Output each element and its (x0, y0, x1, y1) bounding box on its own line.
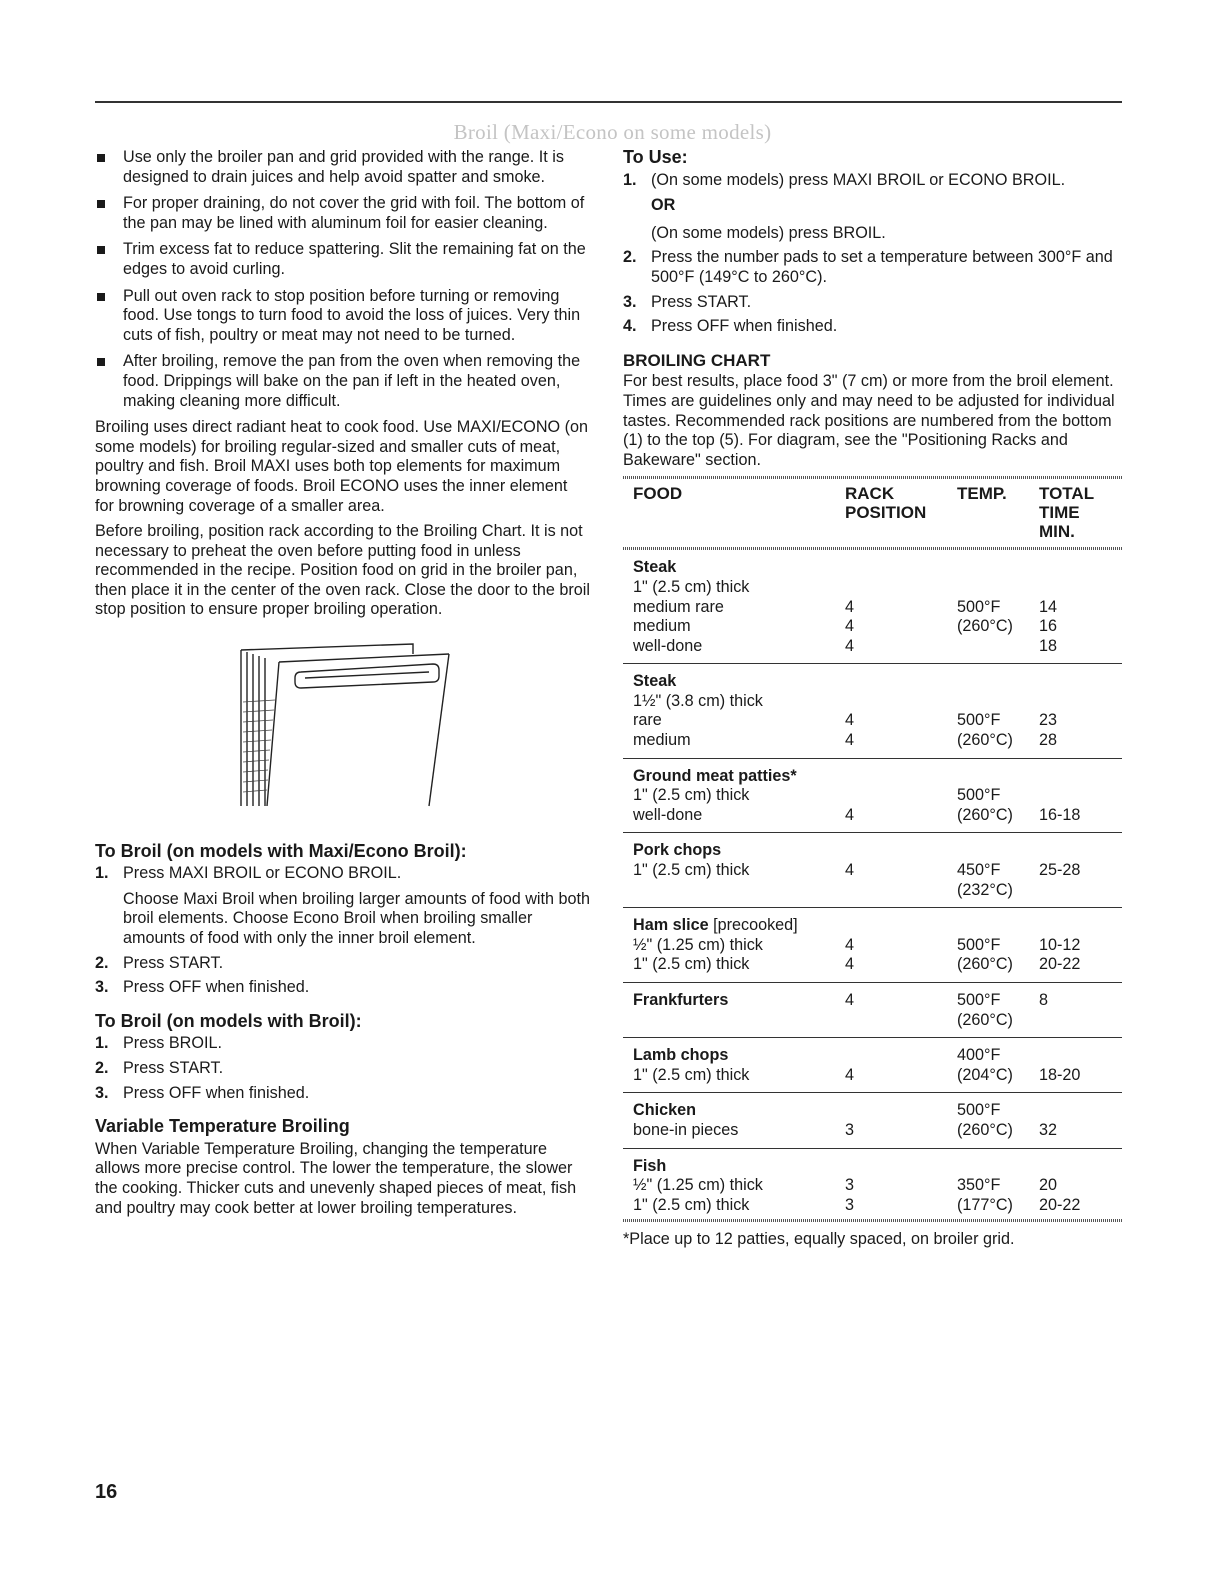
time-cell (1039, 692, 1114, 712)
food-group (623, 550, 1122, 664)
food-row (623, 991, 1122, 1011)
step-number: 2. (95, 1059, 109, 1077)
food-group (623, 664, 1122, 758)
food-cell: medium (633, 617, 691, 636)
temp-cell (957, 578, 1039, 598)
time-cell: 32 (1039, 1120, 1058, 1139)
rack-cell: 4 (845, 991, 855, 1009)
temp-cell: 500°F (957, 991, 1001, 1009)
food-group-name: Chicken (633, 1101, 696, 1120)
tip-item: Trim excess fat to reduce spattering. Slit the remaining fat on the edges to avoid curling. (95, 240, 590, 279)
left-column (95, 148, 590, 1224)
step-number: 1. (95, 1034, 109, 1053)
food-group (623, 1038, 1122, 1093)
rack-cell: 4 (845, 1065, 855, 1084)
time-cell: 10-12 (1039, 935, 1081, 954)
time-cell (1039, 881, 1114, 901)
step-item (95, 954, 590, 974)
broiling-chart-intro: For best results, place food 3" (7 cm) or more from the broil element. Times are guidelines only and may need to be adjusted for individual tastes. Recommended rack positions are numbered from the bottom (1) to the top (5). For diagram, see the "Positioning Racks and Bakeware" section. (623, 372, 1115, 469)
food-cell: well-done (633, 805, 703, 824)
food-cell: 1" (2.5 cm) thick (633, 577, 750, 596)
tip-item: For proper draining, do not cover the grid with foil. The bottom of the pan may be lined with aluminum foil for easier cleaning. (95, 194, 590, 233)
food-row (623, 955, 1122, 975)
food-group-name: Pork chops (633, 841, 722, 860)
time-cell: 16 (1039, 617, 1058, 636)
step-item (95, 1084, 590, 1104)
chart-footnote: *Place up to 12 patties, equally spaced, on broiler grid. (623, 1230, 1015, 1249)
food-cell: rare (633, 711, 662, 730)
temp-cell: 500°F (957, 597, 1001, 616)
food-row (623, 637, 1122, 657)
top-rule (95, 101, 1122, 103)
food-group (623, 833, 1122, 908)
rack-cell: 4 (845, 617, 855, 636)
food-group-name: Frankfurters (633, 991, 729, 1009)
rack-cell: 4 (845, 935, 855, 954)
step-number: 1. (623, 170, 637, 189)
rack-cell: 4 (845, 805, 855, 824)
food-cell: 1" (2.5 cm) thick (633, 786, 750, 805)
food-cell: medium (633, 731, 691, 750)
step-item (95, 1034, 590, 1054)
right-column (623, 148, 1122, 1250)
temp-cell: 400°F (957, 1046, 1001, 1065)
intro-paragraph: Before broiling, position rack according to the Broiling Chart. It is not necessary to preheat the oven before putting food in unless recommended in the recipe. Position food on grid in the broiler pan, then place it in the center of the oven rack. Close the door to the broil stop position to ensure proper broiling operation. (95, 522, 590, 619)
step-item (623, 317, 1122, 337)
food-row (623, 1121, 1122, 1141)
tip-item: Use only the broiler pan and grid provided with the range. It is designed to drain juices and help avoid spatter and smoke. (95, 148, 590, 187)
time-cell: 25-28 (1039, 861, 1081, 880)
maxi-econo-steps (95, 864, 590, 998)
broiling-chart-title: BROILING CHART (623, 350, 771, 370)
temp-cell: 450°F (957, 861, 1001, 880)
time-cell (1039, 1011, 1114, 1031)
tip-item: After broiling, remove the pan from the oven when removing the food. Drippings will bake on the pan if left in the heated oven, making cleaning more difficult. (95, 352, 590, 411)
temp-cell: (232°C) (957, 880, 1013, 899)
step-number: 1. (95, 864, 109, 883)
time-cell: 23 (1039, 711, 1058, 730)
food-row (623, 1066, 1122, 1086)
temp-cell: 500°F (957, 935, 1001, 954)
food-row (623, 1046, 1122, 1066)
temp-cell: (260°C) (957, 805, 1013, 824)
step-text: Press OFF when finished. (123, 1083, 310, 1102)
rack-cell (845, 1101, 957, 1121)
step-note: Choose Maxi Broil when broiling larger amounts of food with both broil elements. Choose Econo Broil when broiling smaller amounts of food with only the inner broil element. (123, 889, 590, 948)
temp-cell: 500°F (957, 711, 1001, 730)
step-number: 2. (623, 248, 637, 267)
broil-only-heading: To Broil (on models with Broil): (95, 1010, 362, 1031)
temp-cell: (204°C) (957, 1065, 1013, 1084)
rack-cell: 3 (845, 1195, 855, 1214)
time-cell (1039, 578, 1114, 598)
temp-cell: (260°C) (957, 617, 1013, 636)
intro-paragraph: Broiling uses direct radiant heat to cook food. Use MAXI/ECONO (on some models) for broiling regular-sized and smaller cuts of meat, poultry and fish. Broil MAXI uses both top elements for maximum browning coverage of foods. Broil ECONO uses the inner element for browning coverage of a smaller area. (95, 418, 589, 515)
chart-body (623, 550, 1122, 1219)
to-use-heading: To Use: (623, 147, 688, 167)
time-cell: 18-20 (1039, 1065, 1081, 1084)
food-row (623, 881, 1122, 901)
temp-cell: (260°C) (957, 1010, 1013, 1029)
broil-only-steps (95, 1034, 590, 1103)
header-temp: TEMP. (957, 484, 1007, 504)
food-row (623, 711, 1122, 731)
food-group-name: Ham slice [precooked] (633, 916, 798, 935)
time-cell: 28 (1039, 731, 1058, 750)
temp-cell: (177°C) (957, 1195, 1013, 1214)
time-cell: 18 (1039, 636, 1058, 655)
step-item (623, 248, 1122, 287)
step-text: (On some models) press MAXI BROIL or ECONO BROIL. (651, 170, 1066, 189)
food-row (623, 1011, 1122, 1031)
food-cell: 1½" (3.8 cm) thick (633, 691, 763, 710)
rack-cell (845, 1011, 957, 1031)
food-row (623, 861, 1122, 881)
step-number: 3. (623, 292, 637, 311)
food-group (623, 759, 1122, 834)
tip-item: Pull out oven rack to stop position before turning or removing food. Use tongs to turn food to avoid the loss of juices. Very thin cuts of fish, poultry or meat may not need to be turned. (95, 287, 590, 346)
to-use-steps (623, 171, 1122, 337)
rack-cell: 4 (845, 711, 855, 730)
food-row (623, 806, 1122, 826)
food-cell: 1" (2.5 cm) thick (633, 955, 750, 974)
food-cell: bone-in pieces (633, 1120, 739, 1139)
food-row (623, 692, 1122, 712)
temp-cell: (260°C) (957, 955, 1013, 974)
header-time: TOTAL TIME MIN. (1039, 484, 1095, 542)
step-number: 4. (623, 317, 637, 336)
food-cell: ½" (1.25 cm) thick (633, 935, 763, 954)
step-text: Press MAXI BROIL or ECONO BROIL. (123, 864, 402, 883)
rack-cell: 4 (845, 861, 855, 880)
food-row (623, 936, 1122, 956)
food-row (623, 1196, 1122, 1216)
step-text: Press OFF when finished. (123, 978, 310, 997)
food-group (623, 1149, 1122, 1220)
time-cell (1039, 1101, 1114, 1121)
variable-broil-heading: Variable Temperature Broiling (95, 1116, 350, 1137)
step-text: (On some models) press BROIL. (651, 223, 886, 242)
step-item (95, 1059, 590, 1079)
header-rack: RACK POSITION (845, 484, 927, 523)
food-row (623, 617, 1122, 637)
temp-cell: 500°F (957, 786, 1001, 805)
temp-cell: (260°C) (957, 1120, 1013, 1139)
temp-cell: (260°C) (957, 731, 1013, 750)
food-group (623, 983, 1122, 1038)
food-row (623, 578, 1122, 598)
or-label: OR (651, 196, 676, 215)
section-title: Broil (Maxi/Econo on some models) (453, 120, 772, 144)
food-cell (623, 881, 845, 901)
time-cell: 20-22 (1039, 955, 1081, 974)
rack-cell: 4 (845, 955, 855, 974)
tips-list (95, 148, 590, 411)
step-text: Press the number pads to set a temperature between 300°F and 500°F (149°C to 260°C). (651, 248, 1113, 286)
step-item (623, 293, 1122, 313)
rack-cell (845, 881, 957, 901)
rack-cell (845, 578, 957, 598)
time-cell: 8 (1039, 991, 1049, 1009)
chart-bottom-rule (623, 1219, 1122, 1222)
time-cell: 20 (1039, 1176, 1058, 1195)
food-group (623, 908, 1122, 983)
time-cell: 20-22 (1039, 1195, 1081, 1214)
time-cell: 14 (1039, 597, 1058, 616)
rack-cell: 3 (845, 1176, 855, 1195)
rack-cell (845, 1046, 957, 1066)
time-cell: 16-18 (1039, 805, 1081, 824)
rack-cell: 4 (845, 636, 855, 655)
page-number: 16 (95, 1481, 118, 1503)
food-group-name: Steak (633, 558, 677, 577)
time-cell (1039, 1046, 1114, 1066)
food-group-name: Ground meat patties* (633, 766, 797, 785)
temp-cell (957, 692, 1039, 712)
food-cell: 1" (2.5 cm) thick (633, 1065, 750, 1084)
food-group-name: Steak (633, 672, 677, 691)
food-cell (623, 1011, 845, 1031)
step-item (95, 978, 590, 998)
step-number: 2. (95, 953, 109, 972)
food-group (623, 1093, 1122, 1148)
food-cell: 1" (2.5 cm) thick (633, 861, 750, 880)
oven-door-broil-stop-illustration (223, 642, 463, 810)
variable-broil-text: When Variable Temperature Broiling, changing the temperature allows more precise control. The lower the temperature, the slower the cooking. Thicker cuts and unevenly shaped pieces of meat, fish and poultry may cook better at lower broiling temperatures. (95, 1139, 577, 1217)
temp-cell: 500°F (957, 1101, 1001, 1120)
step-number: 3. (95, 978, 109, 997)
food-group-name: Lamb chops (633, 1046, 729, 1065)
temp-cell: 350°F (957, 1176, 1001, 1195)
food-row (623, 786, 1122, 806)
step-text: Press OFF when finished. (651, 317, 838, 336)
food-row (623, 731, 1122, 751)
food-cell: well-done (633, 636, 703, 655)
header-food: FOOD (633, 484, 683, 504)
rack-cell: 4 (845, 731, 855, 750)
step-item (95, 864, 590, 948)
food-group-name: Fish (633, 1156, 667, 1175)
rack-cell: 4 (845, 597, 855, 616)
step-text: Press START. (123, 1059, 224, 1077)
maxi-econo-heading: To Broil (on models with Maxi/Econo Broil): (95, 840, 467, 861)
step-item (623, 171, 1122, 244)
food-row (623, 1176, 1122, 1196)
food-cell: 1" (2.5 cm) thick (633, 1195, 750, 1214)
food-row (623, 598, 1122, 618)
rack-cell (845, 692, 957, 712)
step-text: Press BROIL. (123, 1034, 222, 1053)
food-row (623, 1101, 1122, 1121)
step-text: Press START. (123, 953, 224, 972)
food-cell: medium rare (633, 597, 724, 616)
time-cell (1039, 786, 1114, 806)
rack-cell: 3 (845, 1120, 855, 1139)
step-text: Press START. (651, 292, 752, 311)
temp-cell (957, 637, 1039, 657)
food-cell: ½" (1.25 cm) thick (633, 1176, 763, 1195)
step-number: 3. (95, 1083, 109, 1102)
rack-cell (845, 786, 957, 806)
chart-header-row (623, 479, 1122, 547)
